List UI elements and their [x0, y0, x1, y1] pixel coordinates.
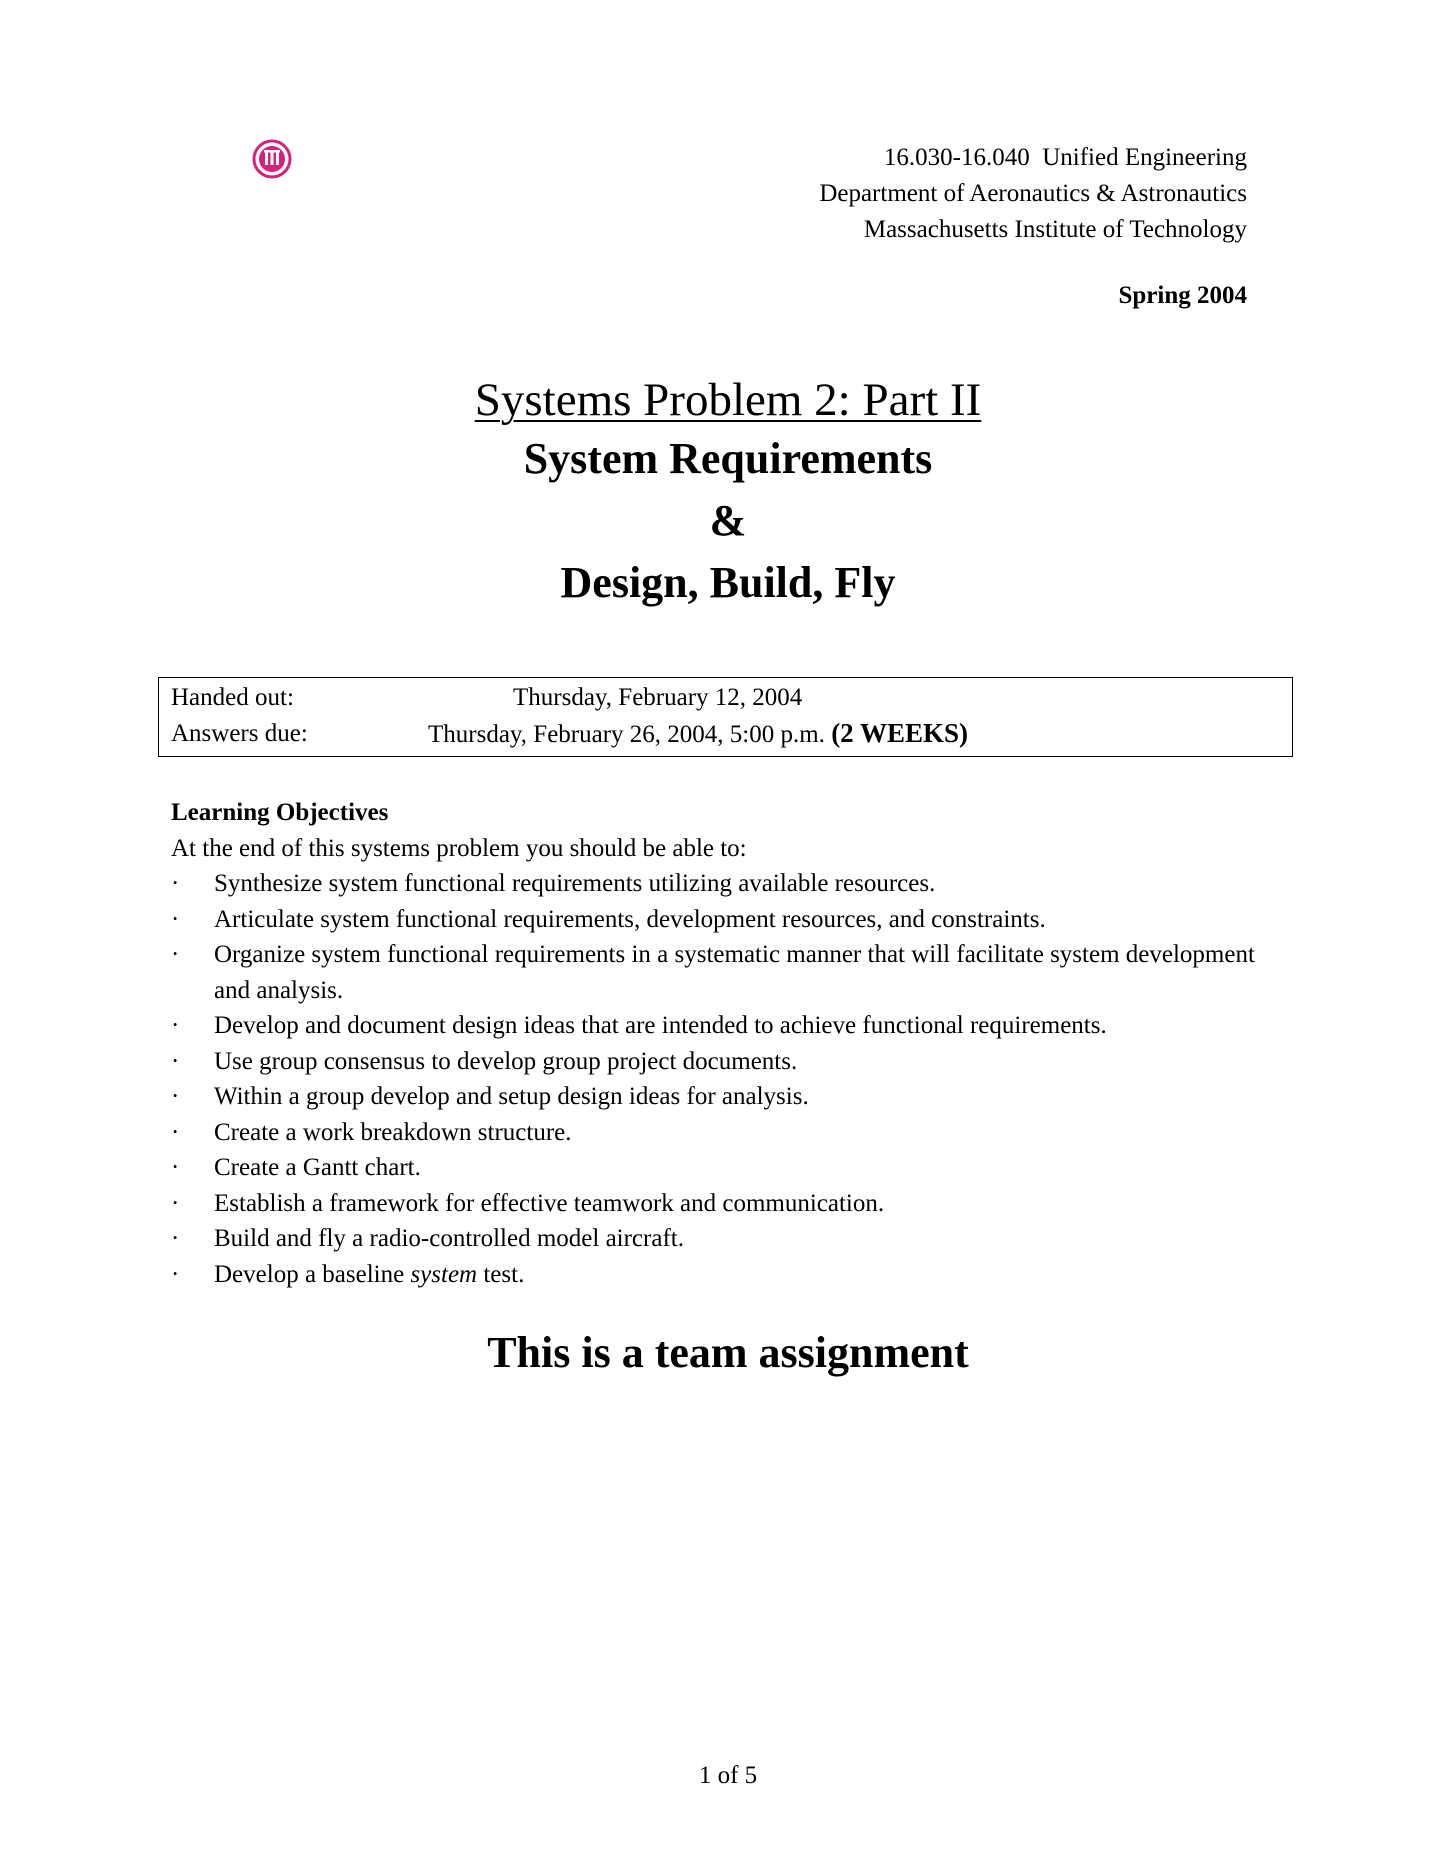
list-item: · Build and fly a radio-controlled model aircraft.	[171, 1221, 1261, 1257]
handed-out-label: Handed out:	[171, 684, 294, 711]
department-name: Department of Aeronautics & Astronautics	[819, 180, 1247, 207]
emphasis-text: system	[410, 1260, 478, 1288]
list-item: · Articulate system functional requirements, development resources, and constraints.	[171, 902, 1261, 938]
title-line-3: Design, Build, Fly	[560, 558, 896, 607]
answers-due-row	[171, 720, 308, 748]
bullet-icon: ·	[171, 1225, 180, 1252]
bullet-icon: ·	[171, 1189, 180, 1217]
institute-name: Massachusetts Institute of Technology	[863, 216, 1247, 243]
learning-objectives	[171, 795, 1261, 1292]
answers-due-label: Answers due:	[171, 720, 308, 747]
page-number: 1 of 5	[698, 1762, 758, 1789]
list-item: · Create a Gantt chart.	[171, 1150, 1261, 1186]
handed-out-value: Thursday, February 12, 2004	[513, 684, 803, 711]
answers-due-note: (2 WEEKS)	[831, 718, 968, 748]
list-item: · Within a group develop and setup design ideas for analysis.	[171, 1079, 1261, 1115]
list-item: · Develop and document design ideas that are intended to achieve functional requirements.	[171, 1008, 1261, 1044]
bullet-icon: ·	[171, 1012, 180, 1039]
title-line-2: &	[709, 496, 747, 545]
title-line-1: System Requirements	[523, 434, 933, 483]
bullet-icon: ·	[171, 941, 180, 968]
bullet-icon: ·	[171, 1083, 180, 1110]
course-header	[819, 140, 1247, 248]
team-assignment-note: This is a team assignment	[487, 1328, 969, 1377]
list-item: · Use group consensus to develop group project documents.	[171, 1044, 1261, 1080]
objectives-heading: Learning Objectives	[171, 799, 389, 826]
mit-seal-icon	[252, 139, 292, 179]
bullet-icon: ·	[171, 1047, 180, 1075]
course-number: 16.030-16.040 Unified Engineering	[883, 144, 1247, 171]
list-item: · Organize system functional requirements in a systematic manner that will facilitate system development and analysis.	[171, 937, 1261, 1008]
document-title	[0, 372, 1456, 614]
answers-due-value-group	[428, 718, 968, 749]
problem-title: Systems Problem 2: Part II	[474, 374, 982, 426]
bullet-icon: ·	[171, 1154, 180, 1181]
handed-out-row	[171, 684, 294, 712]
answers-due-value: Thursday, February 26, 2004, 5:00 p.m.	[428, 721, 825, 748]
objectives-list	[171, 866, 1261, 1292]
list-item: · Synthesize system functional requirements utilizing available resources.	[171, 866, 1261, 902]
list-item: · Develop a baseline system test.	[171, 1257, 1261, 1293]
list-item: · Establish a framework for effective teamwork and communication.	[171, 1186, 1261, 1222]
dates-box	[158, 677, 1293, 757]
list-item: · Create a work breakdown structure.	[171, 1115, 1261, 1151]
semester-label: Spring 2004	[1118, 282, 1247, 309]
bullet-icon: ·	[171, 1260, 180, 1288]
bullet-icon: ·	[171, 870, 180, 897]
bullet-icon: ·	[171, 905, 180, 933]
bullet-icon: ·	[171, 1118, 180, 1146]
objectives-intro: At the end of this systems problem you should be able to:	[171, 834, 747, 862]
